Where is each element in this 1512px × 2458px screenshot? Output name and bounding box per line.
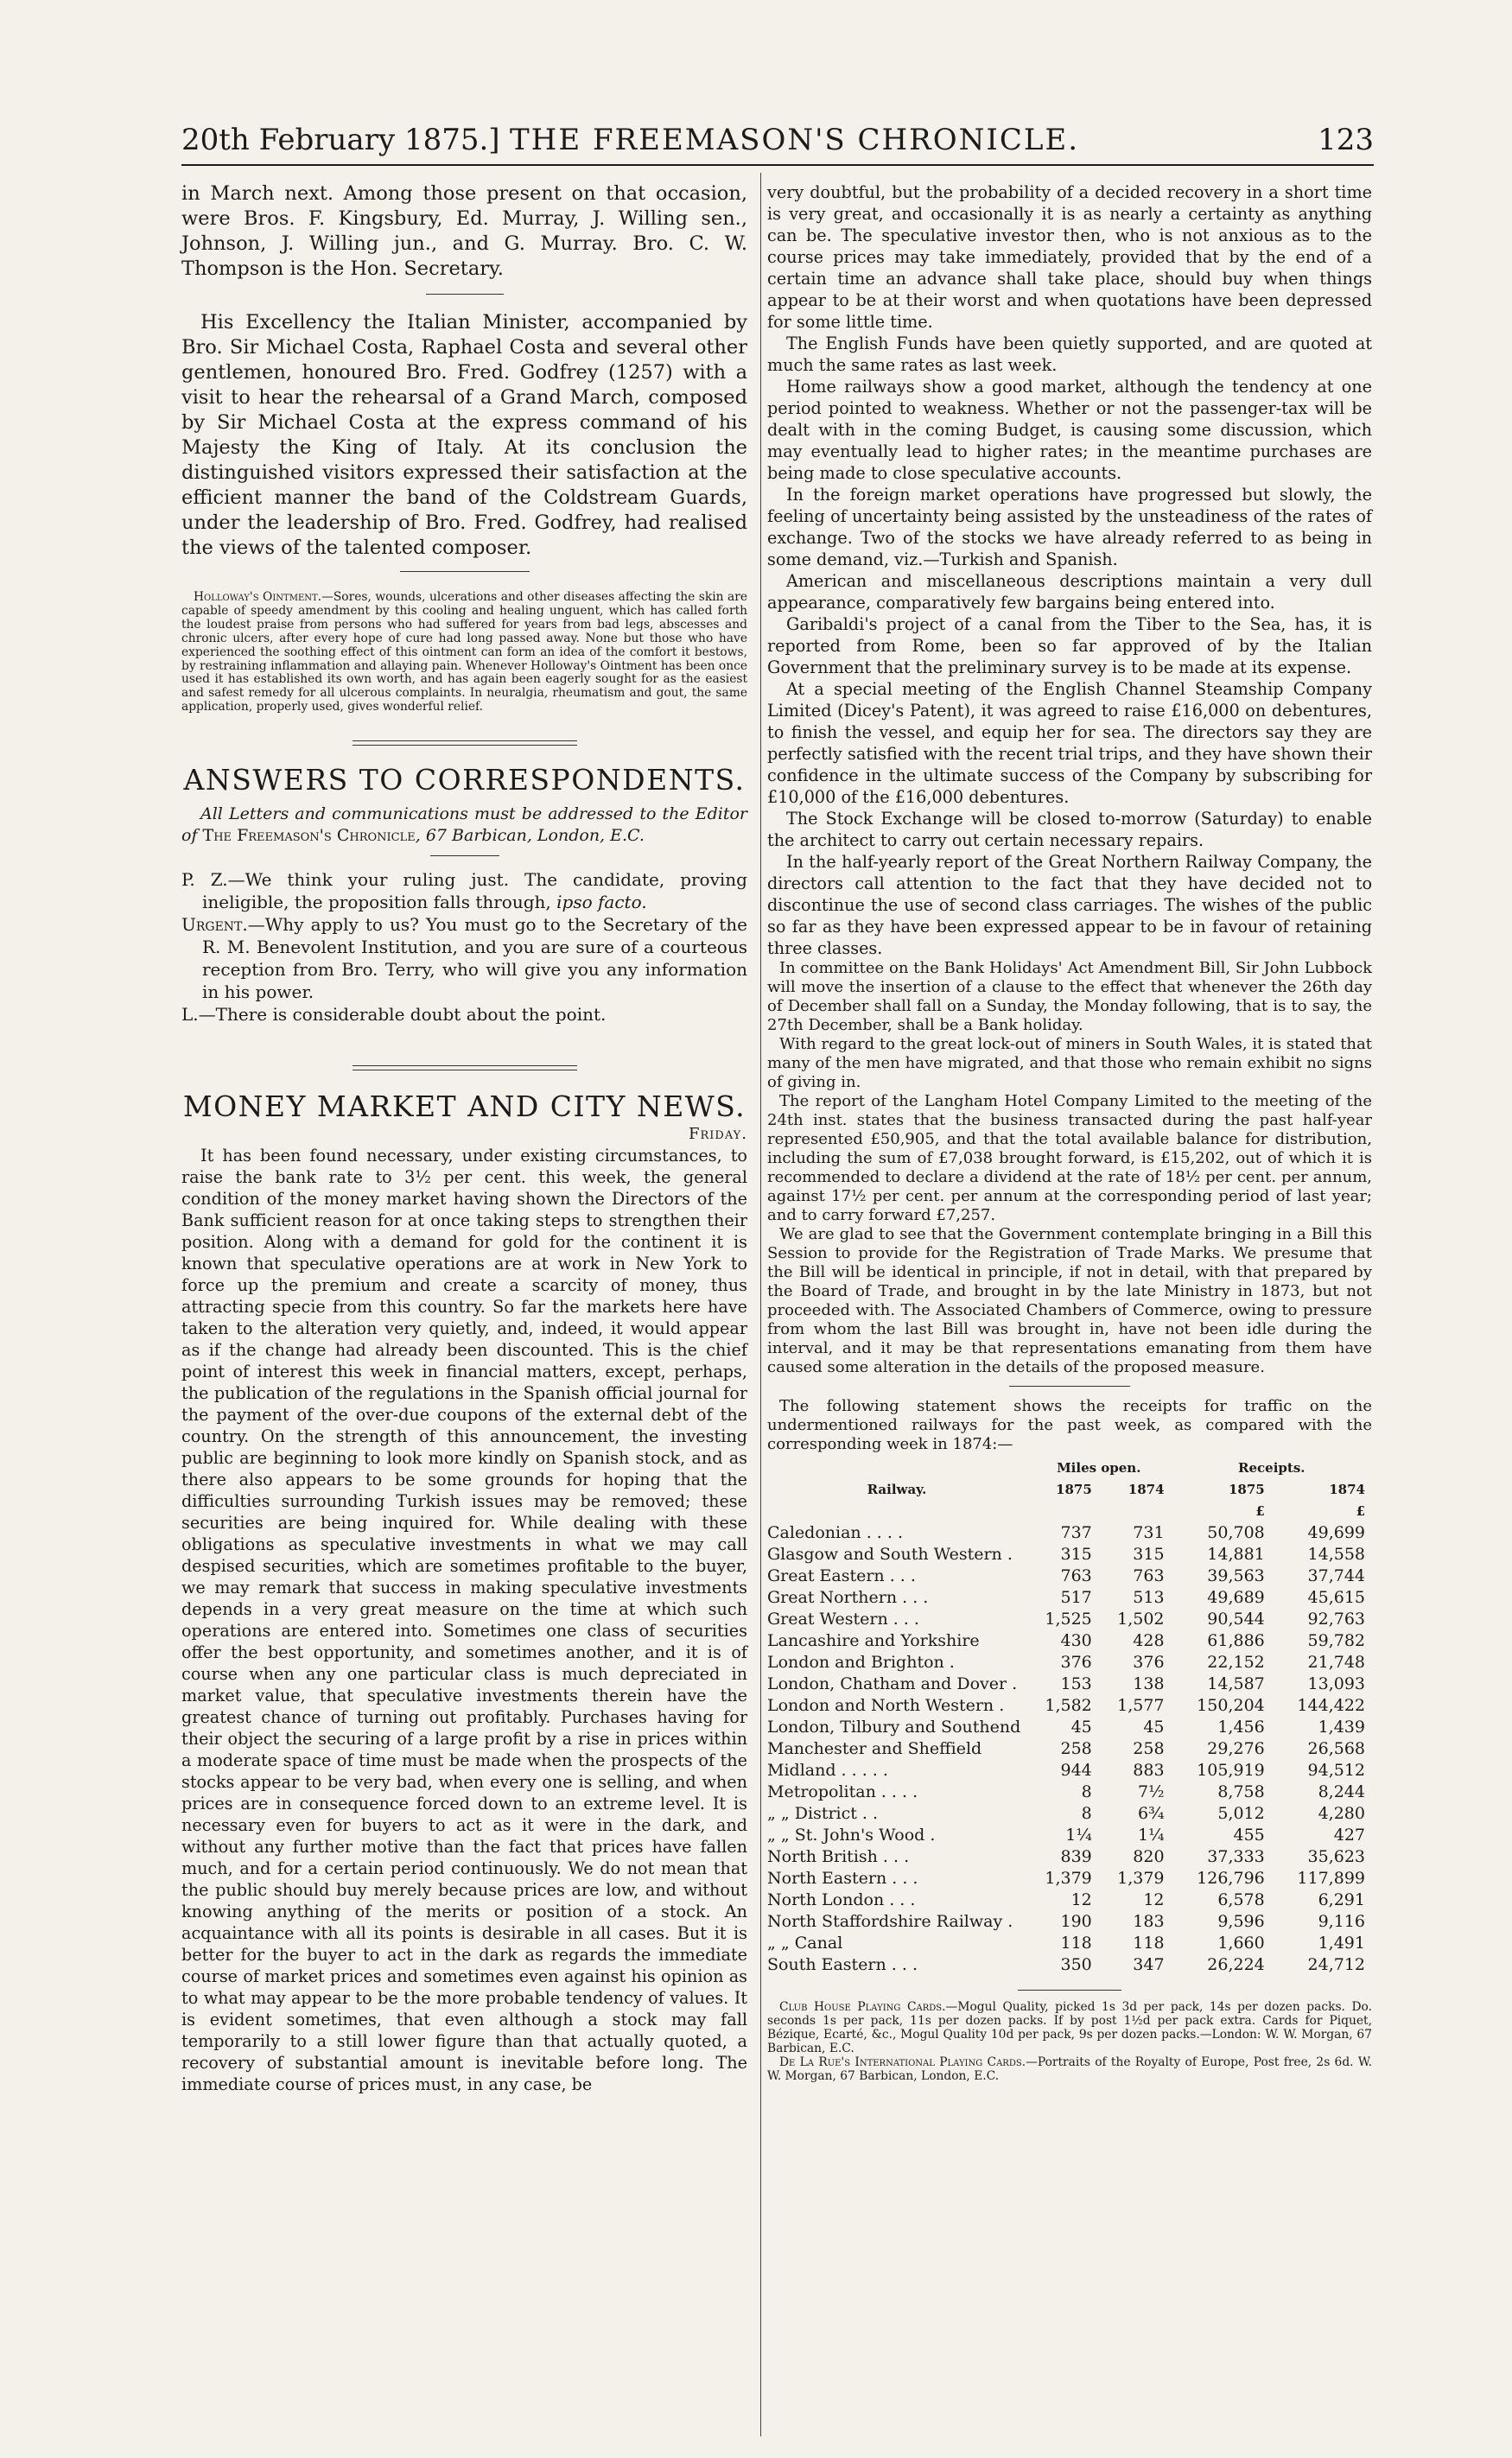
trade-marks-paragraph: We are glad to see that the Government contemplate bringing in a Bill this Session to provide for the Registration of Trade Marks. We presume that the Bill will be identical in principle, if not in detail, with that prepared by the Board of Trade, and brought in by the late Ministry in 1873, but not proceeded with. The Associated Chambers of Commerce, owing to pressure from whom the last Bill was brought in, have not been idle during the interval, and it may be that representations emanating from them have caused some alteration in the details of the proposed measure. [767, 1225, 1372, 1376]
left-column [181, 181, 747, 2095]
railway-value-cell: 1,660 [1217, 1934, 1265, 1953]
railway-value-cell: 883 [1133, 1761, 1165, 1780]
railway-name-cell: „ „ District . . [767, 1804, 879, 1823]
table-row [767, 1911, 1372, 1933]
railway-value-cell: 5,012 [1217, 1804, 1265, 1823]
railway-value-cell: 1,439 [1318, 1718, 1365, 1737]
table-row [767, 1954, 1372, 1976]
railway-name-cell: Lancashire and Yorkshire [767, 1631, 980, 1650]
short-rule [400, 571, 530, 572]
bank-holidays-paragraph: In committee on the Bank Holidays' Act Amendment Bill, Sir John Lubbock will move the insertion of a clause to the effect that whenever the 26th day of December shall fall on a Sunday, the Monday following, that is to say, the 27th December, shall be a Bank holiday. [767, 959, 1372, 1034]
railway-value-cell: 45 [1143, 1718, 1165, 1737]
answer-urgent: Urgent.—Why apply to us? You must go to the Secretary of the R. M. Benevolent Institution, and you are sure of a courteous reception from Bro. Terry, who will give you any information in his power. [181, 914, 747, 1003]
pound-sign: £ [1356, 1503, 1365, 1519]
playing-cards-advert: Club House Playing Cards.—Mogul Quality, picked 1s 3d per pack, 14s per dozen packs. Do. seconds 1s per pack, 11s per dozen packs. If by post 1½d per pack extra. Cards for Piquet, Bézique, Ecarté, &c., Mogul Quality 10d per pack, 9s per dozen packs.—London: W. W. Morgan, 67 Barbican, E.C. [767, 2000, 1372, 2055]
table-row [767, 1674, 1372, 1695]
double-rule [353, 740, 577, 746]
railway-value-cell: 12 [1143, 1890, 1165, 1909]
railway-value-cell: 315 [1060, 1545, 1092, 1564]
short-rule [426, 294, 504, 295]
railway-value-cell: 59,782 [1307, 1631, 1365, 1650]
railway-value-cell: 1¼ [1138, 1826, 1165, 1845]
railway-name-cell: Glasgow and South Western . [767, 1545, 1013, 1564]
year-header: 1874 [1128, 1482, 1165, 1497]
railway-value-cell: 8,244 [1318, 1782, 1365, 1801]
railway-value-cell: 315 [1133, 1545, 1165, 1564]
railway-value-cell: 376 [1060, 1653, 1092, 1672]
railway-value-cell: 35,623 [1307, 1847, 1365, 1866]
railway-value-cell: 455 [1233, 1826, 1265, 1845]
railway-name-cell: London, Chatham and Dover . [767, 1674, 1018, 1693]
railway-value-cell: 118 [1060, 1934, 1092, 1953]
railway-value-cell: 763 [1133, 1566, 1165, 1585]
article-march-continuation: in March next. Among those present on that occasion, were Bros. F. Kingsbury, Ed. Murray, J. Willing sen., Johnson, J. Willing jun., and G. Murray. Bro. C. W. Thompson is the Hon. Secretary. [181, 182, 747, 280]
table-row [767, 1587, 1372, 1609]
railway-value-cell: 1,525 [1045, 1610, 1092, 1629]
table-row [767, 1825, 1372, 1846]
right-column [767, 181, 1372, 2083]
railway-value-cell: 258 [1060, 1739, 1092, 1758]
railway-value-cell: 26,568 [1307, 1739, 1365, 1758]
langham-hotel-paragraph: The report of the Langham Hotel Company Limited to the meeting of the 24th inst. states that the business transacted during the past half-year represented £50,905, and that the total available balance for distribution, including the sum of £7,038 brought forward, is £15,202, out of which it is recommended to declare a dividend at the rate of 18½ per cent. per annum, against 17½ per cent. per annum at the corresponding period of last year; and to carry forward £7,257. [767, 1092, 1372, 1224]
railway-value-cell: 22,152 [1207, 1653, 1265, 1672]
railway-value-cell: 39,563 [1207, 1566, 1265, 1585]
railway-name-cell: „ „ St. John's Wood . [767, 1826, 936, 1845]
railway-name-cell: London, Tilbury and Southend [767, 1718, 1021, 1737]
railway-value-cell: 61,886 [1207, 1631, 1265, 1650]
receipts-header: Receipts. [1238, 1460, 1306, 1476]
railway-header: Railway. [867, 1482, 927, 1497]
railway-table-body [767, 1522, 1372, 1976]
railway-name-cell: South Eastern . . . [767, 1955, 918, 1974]
table-row [767, 1803, 1372, 1825]
railway-receipts-table [767, 1458, 1372, 1976]
railway-value-cell: 6,578 [1217, 1890, 1265, 1909]
railway-value-cell: 376 [1133, 1653, 1165, 1672]
railway-value-cell: 428 [1133, 1631, 1165, 1650]
short-rule [1018, 1990, 1121, 1991]
railway-value-cell: 90,544 [1207, 1610, 1265, 1629]
table-row [767, 1695, 1372, 1717]
year-header: 1874 [1329, 1482, 1365, 1497]
railway-value-cell: 92,763 [1307, 1610, 1365, 1629]
railway-value-cell: 50,708 [1207, 1523, 1265, 1542]
american-paragraph: American and miscellaneous descriptions maintain a very dull appearance, comparatively few bargains being entered into. [767, 571, 1372, 613]
railway-value-cell: 1,379 [1117, 1869, 1165, 1888]
railway-value-cell: 14,881 [1207, 1545, 1265, 1564]
issue-date: 20th February 1875.] [181, 123, 500, 157]
railway-value-cell: 820 [1133, 1847, 1165, 1866]
holloway-advert-body: —Sores, wounds, ulcerations and other diseases affecting the skin are capable of speedy amendment by this cooling and healing unguent, which has called forth the loudest praise from persons who had suffered for years from bad legs, abscesses and chronic ulcers, after every hope of cure had long passed away. None but those who have experienced the soothing effect of this ointment can form an idea of the comfort it bestows, by restraining inflammation and allaying pain. Whenever Holloway's Ointment has been once used it has established its own worth, and has again been eagerly sought for as the easiest and safest remedy for all ulcerous complaints. In neuralgia, rheumatism and gout, the same application, properly used, gives wonderful relief. [181, 590, 747, 715]
railway-value-cell: 7½ [1138, 1782, 1165, 1801]
miles-open-header: Miles open. [1057, 1460, 1141, 1476]
railway-receipts-intro: The following statement shows the receipts for traffic on the undermentioned railways for the past week, as compared with the corresponding week in 1874:— [767, 1397, 1372, 1453]
railway-name-cell: North British . . . [767, 1847, 910, 1866]
railway-value-cell: 8 [1081, 1804, 1092, 1823]
railway-value-cell: 763 [1060, 1566, 1092, 1585]
channel-steamship-paragraph: At a special meeting of the English Channel Steamship Company Limited (Dicey's Patent), it was agreed to raise £16,000 on debentures, to finish the vessel, and equip her for sea. The directors say they are perfectly satisfied with the recent trial trips, and they have shown their confidence in the ultimate success of the Company by subscribing for £10,000 of the £16,000 debentures. [767, 679, 1372, 807]
year-header: 1875 [1229, 1482, 1265, 1497]
railway-name-cell: Great Northern . . . [767, 1588, 929, 1607]
railway-value-cell: 26,224 [1207, 1955, 1265, 1974]
railway-value-cell: 21,748 [1307, 1653, 1365, 1672]
table-row [767, 1738, 1372, 1760]
railway-value-cell: 6,291 [1318, 1890, 1365, 1909]
stock-exchange-paragraph: The Stock Exchange will be closed to-morrow (Saturday) to enable the architect to carry out certain necessary repairs. [767, 809, 1372, 850]
article-italian-minister: His Excellency the Italian Minister, accompanied by Bro. Sir Michael Costa, Raphael Costa and several other gentlemen, honoured Bro. Fred. Godfrey (1257) with a visit to hear the rehearsal of a Grand March, composed by Sir Michael Costa at the express command of his Majesty the King of Italy. At its conclusion the distinguished visitors expressed their satisfaction at the efficient manner the band of the Coldstream Guards, under the leadership of Bro. Fred. Godfrey, had realised the views of the talented composer. [181, 311, 747, 559]
publication-title: THE FREEMASON'S CHRONICLE. [510, 123, 1080, 157]
header-rule [181, 164, 1374, 166]
railway-value-cell: 118 [1133, 1934, 1165, 1953]
railway-value-cell: 14,587 [1207, 1674, 1265, 1693]
railway-value-cell: 944 [1060, 1761, 1092, 1780]
railway-value-cell: 126,796 [1197, 1869, 1265, 1888]
railway-value-cell: 9,116 [1318, 1912, 1365, 1931]
railway-value-cell: 49,689 [1207, 1588, 1265, 1607]
railway-value-cell: 1,456 [1217, 1718, 1265, 1737]
railway-value-cell: 737 [1060, 1523, 1092, 1542]
railway-value-cell: 1,577 [1117, 1696, 1165, 1715]
railway-value-cell: 94,512 [1307, 1761, 1365, 1780]
railway-value-cell: 1,582 [1045, 1696, 1092, 1715]
railway-value-cell: 150,204 [1197, 1696, 1265, 1715]
railway-value-cell: 12 [1070, 1890, 1092, 1909]
railway-value-cell: 190 [1060, 1912, 1092, 1931]
railway-value-cell: 183 [1133, 1912, 1165, 1931]
railway-value-cell: 9,596 [1217, 1912, 1265, 1931]
railway-name-cell: North London . . . [767, 1890, 916, 1909]
railway-name-cell: Midland . . . . . [767, 1761, 888, 1780]
railway-value-cell: 45 [1070, 1718, 1092, 1737]
railway-value-cell: 430 [1060, 1631, 1092, 1650]
south-wales-paragraph: With regard to the great lock-out of miners in South Wales, it is stated that many of the men have migrated, and that those who remain exhibit no signs of giving in. [767, 1035, 1372, 1091]
railway-name-cell: Caledonian . . . . [767, 1523, 903, 1542]
short-rule [1009, 1386, 1130, 1387]
table-row [767, 1760, 1372, 1782]
railway-value-cell: 1¼ [1065, 1826, 1092, 1845]
de-la-rue-advert: De La Rue's International Playing Cards.—Portraits of the Royalty of Europe, Post free, 2s 6d. W. W. Morgan, 67 Barbican, London, E.C. [767, 2055, 1372, 2083]
railway-name-cell: Metropolitan . . . . [767, 1782, 918, 1801]
railway-name-cell: Great Western . . . [767, 1610, 919, 1629]
railway-name-cell: North Staffordshire Railway . [767, 1912, 1013, 1931]
table-row [767, 1868, 1372, 1890]
railway-value-cell: 513 [1133, 1588, 1165, 1607]
railway-value-cell: 8 [1081, 1782, 1092, 1801]
table-row [767, 1609, 1372, 1630]
railway-value-cell: 1,491 [1318, 1934, 1365, 1953]
column-divider [760, 173, 761, 2436]
table-row [767, 1544, 1372, 1566]
foreign-market-paragraph: In the foreign market operations have progressed but slowly, the feeling of uncertainty being assisted by the unsteadiness of the rates of exchange. Two of the stocks we have already referred to as being in some demand, viz.—Turkish and Spanish. [767, 485, 1372, 569]
holloway-advert-lead: Holloway's Ointment. [194, 590, 322, 604]
answers-address-note: All Letters and communications must be addressed to the Editor of The Freemason's Chronicle, 67 Barbican, London, E.C. [181, 804, 747, 846]
money-market-continuation: very doubtful, but the probability of a decided recovery in a short time is very great, and occasionally it is as nearly a certainty as anything can be. The speculative investor then, who is not anxious as to the course prices may take immediately, provided that by the end of a certain time an advance shall take place, should buy when things appear to be at their worst and when quotations have been depressed for some little time. [767, 182, 1372, 332]
railway-value-cell: 1,502 [1117, 1610, 1165, 1629]
railway-value-cell: 117,899 [1297, 1869, 1365, 1888]
money-market-heading: MONEY MARKET AND CITY NEWS. [182, 1089, 746, 1124]
railway-value-cell: 350 [1060, 1955, 1092, 1974]
table-row [767, 1846, 1372, 1868]
railway-value-cell: 45,615 [1307, 1588, 1365, 1607]
railway-value-cell: 29,276 [1207, 1739, 1265, 1758]
railway-value-cell: 1,379 [1045, 1869, 1092, 1888]
railway-value-cell: 14,558 [1307, 1545, 1365, 1564]
railway-value-cell: 839 [1060, 1847, 1092, 1866]
railway-value-cell: 37,333 [1207, 1847, 1265, 1866]
year-header: 1875 [1056, 1482, 1092, 1497]
table-row [767, 1933, 1372, 1954]
railway-value-cell: 138 [1133, 1674, 1165, 1693]
short-rule [430, 855, 499, 856]
page-header [181, 114, 1374, 166]
railway-value-cell: 517 [1060, 1588, 1092, 1607]
railway-name-cell: „ „ Canal [767, 1934, 843, 1953]
table-row [767, 1630, 1372, 1652]
railway-value-cell: 153 [1060, 1674, 1092, 1693]
railway-value-cell: 731 [1133, 1523, 1165, 1542]
home-railways-paragraph: Home railways show a good market, although the tendency at one period pointed to weakness. Whether or not the passenger-tax will be dealt with in the coming Budget, is causing some discussion, which may eventually lead to higher rates; in the meantime purchases are being made to close speculative accounts. [767, 377, 1372, 483]
railway-value-cell: 427 [1333, 1826, 1365, 1845]
garibaldi-paragraph: Garibaldi's project of a canal from the Tiber to the Sea, has, it is reported from Rome, been so far approved of by the Italian Government that the preliminary survey is to be made at its expense. [767, 614, 1372, 677]
railway-value-cell: 13,093 [1307, 1674, 1365, 1693]
dateline-friday: Friday. [688, 1125, 747, 1144]
answers-heading: ANSWERS TO CORRESPONDENTS. [183, 763, 746, 797]
answer-pz: P. Z.—We think your ruling just. The candidate, proving ineligible, the proposition falls through, ipso facto. [181, 869, 747, 913]
railway-value-cell: 347 [1133, 1955, 1165, 1974]
railway-value-cell: 105,919 [1197, 1761, 1265, 1780]
railway-name-cell: London and Brighton . [767, 1653, 955, 1672]
railway-name-cell: North Eastern . . . [767, 1869, 918, 1888]
double-rule [353, 1065, 577, 1070]
table-row [767, 1566, 1372, 1587]
railway-name-cell: Manchester and Sheffield [767, 1739, 982, 1758]
railway-value-cell: 258 [1133, 1739, 1165, 1758]
railway-name-cell: Great Eastern . . . [767, 1566, 916, 1585]
railway-value-cell: 6¾ [1138, 1804, 1165, 1823]
railway-value-cell: 37,744 [1307, 1566, 1365, 1585]
railway-value-cell: 144,422 [1297, 1696, 1365, 1715]
railway-name-cell: London and North Western . [767, 1696, 1005, 1715]
railway-value-cell: 49,699 [1307, 1523, 1365, 1542]
pound-sign: £ [1255, 1503, 1265, 1519]
railway-value-cell: 4,280 [1318, 1804, 1365, 1823]
great-northern-paragraph: In the half-yearly report of the Great Northern Railway Company, the directors call attention to the fact that they have decided not to discontinue the use of second class carriages. The wishes of the public so far as they have been expressed appear to be in favour of retaining three classes. [767, 852, 1372, 958]
table-row [767, 1717, 1372, 1738]
holloway-advert [181, 591, 747, 715]
railway-value-cell: 8,758 [1217, 1782, 1265, 1801]
table-row [767, 1890, 1372, 1911]
table-row [767, 1782, 1372, 1803]
money-market-article: It has been found necessary, under existing circumstances, to raise the bank rate to 3½ per cent. this week, the general condition of the money market having shown the Directors of the Bank sufficient reason for at once taking steps to strengthen their position. Along with a demand for gold for the continent it is known that speculative operations are at work in New York to force up the premium and create a scarcity of money, thus attracting specie from this country. So far the markets here have taken to the alteration very quietly, and, indeed, it would appear as if the change had already been discounted. This is the chief point of interest this week in financial matters, except, perhaps, the publication of the regulations in the Spanish official journal for the payment of the over-due coupons of the external debt of the country. On the strength of this announcement, the investing public are beginning to look more kindly on Spanish stock, and as there also appears to be some grounds for hoping that the difficulties surrounding Turkish issues may be removed; these securities are being inquired for. While dealing with these obligations as speculative investments in what we may call despised securities, which are sometimes profitable to the buyer, we may remark that success in making speculative investments depends in a very great measure on the time at which such operations are entered into. Sometimes one class of securities offer the best opportunity, and sometimes another, and it is of course when any one particular class is much depreciated in market value, that speculative investments therein have the greatest chance of turning out profitably. Purchases having for their object the securing of a large profit by a rise in prices within a moderate space of time must be made when the prospects of the stocks appear to be very bad, when every one is selling, and when prices are in consequence forced down to an extreme level. It is necessary even for buyers to act as it were in the dark, and without any further motive than the fact that prices have fallen much, and for a certain period continuously. We do not mean that the public should buy merely because prices are low, and without knowing anything of the merits or position of a stock. An acquaintance with all its points is desirable in all cases. But it is better for the buyer to act in the dark as regards the immediate course of market prices and sometimes even against his opinion as to what may appear to be the more probable tendency of values. It is evident sometimes, that even although a stock may fall temporarily to a still lower figure than that actually quoted, a recovery of substantial amount is inevitable before long. The immediate course of prices must, in any case, be [181, 1146, 747, 2095]
table-row [767, 1522, 1372, 1544]
answer-l: L.—There is considerable doubt about the point. [181, 1004, 607, 1026]
table-row [767, 1652, 1372, 1674]
page-number: 123 [1318, 123, 1374, 157]
english-funds-paragraph: The English Funds have been quietly supported, and are quoted at much the same rates as last week. [767, 333, 1372, 375]
railway-value-cell: 24,712 [1307, 1955, 1365, 1974]
